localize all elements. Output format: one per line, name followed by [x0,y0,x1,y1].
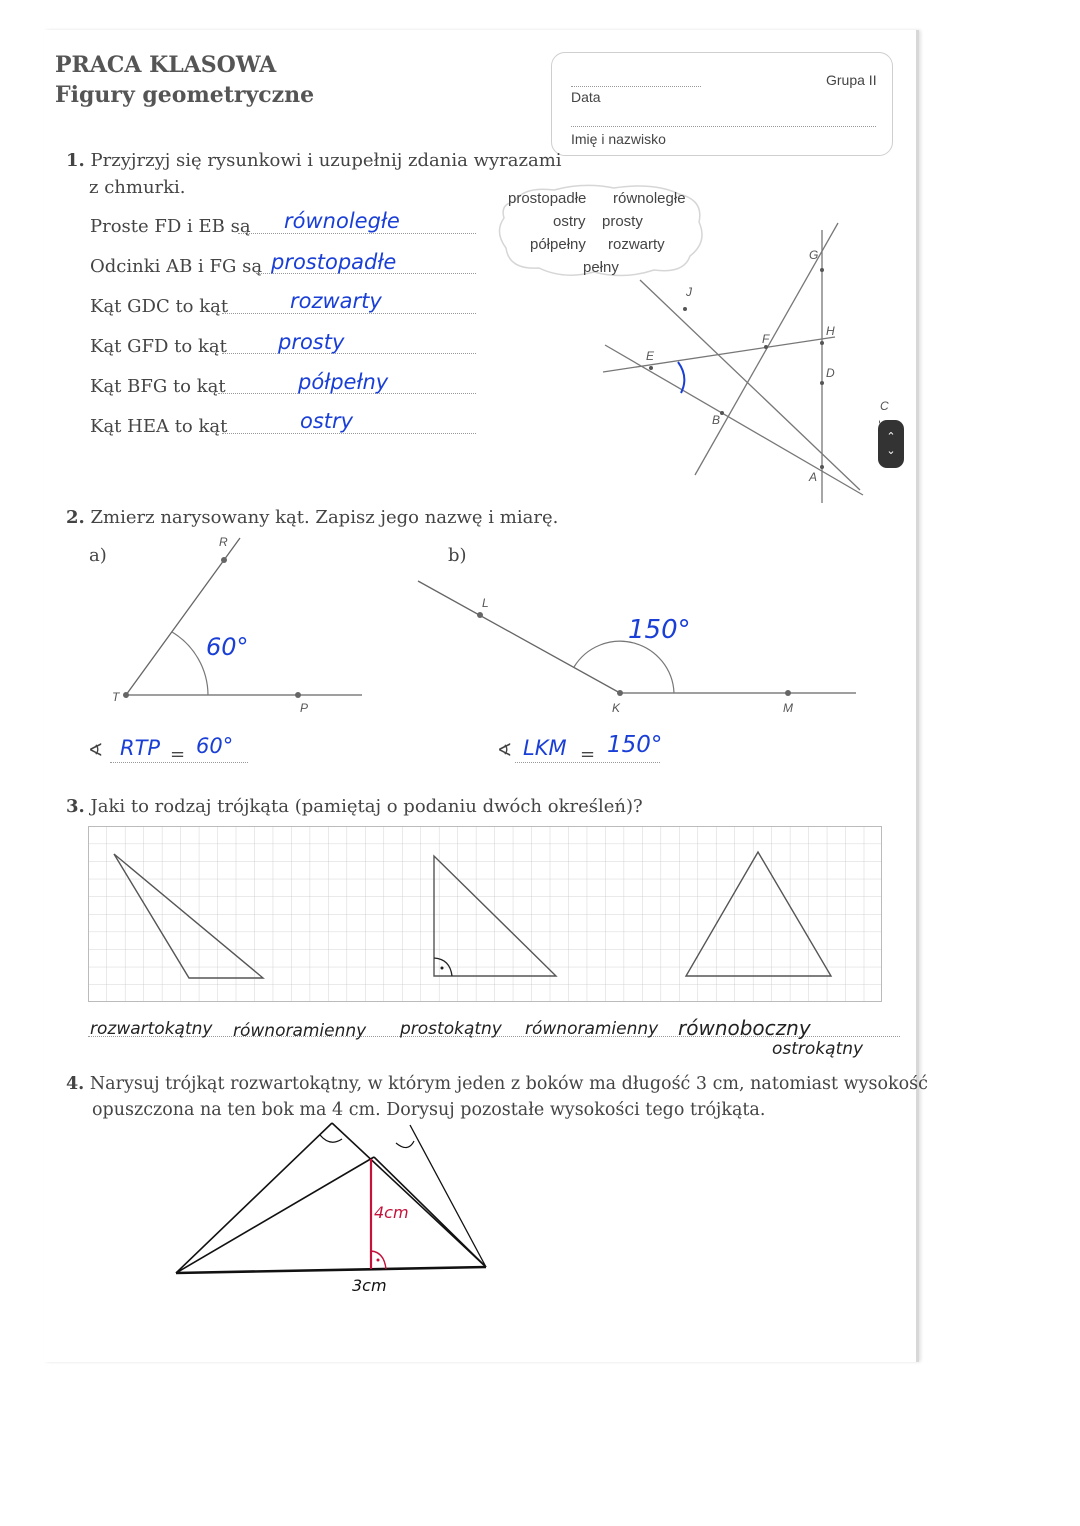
q4-instruction-2: opuszczona na ten bok ma 4 cm. Dorysuj pozostałe wysokości tego trójkąta. [92,1100,766,1120]
q4-height-label: 4cm [374,1203,409,1222]
cloud-word-straight: półpełny [530,236,586,253]
point-r [221,557,227,563]
point-h [820,341,824,345]
q3-answer-1a: rozwartokątny [90,1019,213,1039]
q1-row-3-label: Kąt GDC to kąt [90,296,229,317]
label-l: L [482,596,489,610]
cloud-word-parallel: równoległe [613,190,686,207]
q1-row-5-label: Kąt BFG to kąt [90,376,226,397]
q2-text [66,505,558,531]
q1-number: 1. [66,150,85,171]
cloud-word-right: prosty [602,213,643,230]
name-label: Imię i nazwisko [571,131,666,147]
q2b-label: b) [448,545,467,566]
q3-answer-2a: prostokątny [400,1019,502,1039]
label-g: G [809,248,819,262]
date-label: Data [571,89,601,105]
page-subtitle: Figury geometryczne [55,82,315,108]
altitude-extension [410,1125,486,1267]
scroll-down-icon[interactable]: ⌄ [886,444,896,457]
q1-text-line1 [66,148,562,174]
q3-answer-1b: równoramienny [233,1021,367,1041]
q1-row-4-label: Kąt GFD to kąt [90,336,227,357]
q2a-answer-line [110,762,248,763]
label-m: M [783,701,793,715]
label-e: E [646,349,655,363]
label-d: D [826,366,835,380]
q2a-equals: = [170,744,186,765]
q2a-angle-name: RTP [120,736,161,760]
q3-instruction: Jaki to rodzaj trójkąta (pamiętaj o podaniu dwóch określeń)? [90,796,643,817]
line-ea [605,345,863,495]
q1-row-6-line [222,433,476,434]
group-label: Grupa II [826,72,877,88]
name-line [571,126,876,127]
date-line [571,86,701,87]
label-j: J [686,285,692,299]
label-r: R [219,535,228,549]
q1-row-6-label: Kąt HEA to kąt [90,416,228,437]
point-g [820,268,824,272]
left-side [176,1123,332,1273]
cloud-word-full: pełny [583,259,619,276]
label-t: T [112,690,120,704]
q3-text [66,794,643,820]
label-h: H [826,324,835,338]
base-side [176,1267,486,1273]
point-m [785,690,791,696]
q1-row-3-line [222,313,476,314]
q3-number: 3. [66,796,85,817]
point-b [720,411,724,415]
q4-triangle-drawing [170,1115,500,1285]
q1-row-4-line [222,353,476,354]
line-eh [603,337,835,372]
page-title: PRACA KLASOWA [55,52,277,78]
q1-row-2-answer: prostopadłe [271,250,397,274]
q1-row-3-answer: rozwarty [290,289,382,313]
q2b-angle-symbol: ∢ [497,740,513,761]
q2-number: 2. [66,507,85,528]
q1-row-1-answer: równoległe [284,209,400,233]
label-c: C [880,399,889,413]
q1-row-4-answer: prosty [278,330,345,354]
point-l [477,612,483,618]
cloud-word-obtuse: rozwarty [608,236,665,253]
point-a [820,465,824,469]
q2a-arc-value: 60° [206,633,249,661]
q2b-angle-name: LKM [523,736,567,760]
q1-row-5-answer: półpełny [298,370,389,394]
q1-row-2-label: Odcinki AB i FG są [90,256,263,277]
q2b-measure: 150° [607,732,663,758]
q2b-equals: = [580,744,596,765]
q1-lines-figure [595,215,880,510]
q3-answer-3b: ostrokątny [772,1039,864,1059]
q1-row-1-line [238,233,476,234]
label-b: B [712,413,721,427]
point-d [820,381,824,385]
cloud-word-perpendicular: prostopadłe [508,190,587,207]
label-a: A [809,470,818,484]
point-t [123,692,129,698]
q3-grid-figure [88,826,882,1002]
label-f: F [762,332,770,346]
point-e [649,366,653,370]
altitude-from-a [176,1157,374,1273]
scroll-up-icon[interactable]: ⌃ [886,430,896,443]
point-k [617,690,623,696]
q2a-angle-symbol: ∢ [88,740,104,761]
q1-row-6-answer: ostry [300,409,354,433]
point-p [295,692,301,698]
q2b-arc [574,641,674,693]
q2-instruction: Zmierz narysowany kąt. Zapisz jego nazwę i miarę. [90,507,559,528]
point-j [683,307,687,311]
q2a-label: a) [89,545,107,566]
q4-base-label: 3cm [352,1276,387,1295]
label-p: P [300,701,309,715]
q2b-answer-line [515,762,660,763]
label-k: K [612,701,621,715]
q2a-arc [172,632,208,695]
q2b-arc-value: 150° [628,615,691,645]
scroll-control[interactable] [878,420,904,468]
q1-text-line2: z chmurki. [89,177,186,198]
q4-text-line1 [66,1071,928,1097]
q3-answer-2b: równoramienny [525,1019,659,1039]
q1-row-1-label: Proste FD i EB są [90,216,251,237]
q3-answer-3a: równoboczny [678,1016,811,1040]
q2a-angle-figure [100,530,370,710]
q2a-measure: 60° [196,734,234,758]
q1-instruction: Przyjrzyj się rysunkowi i uzupełnij zdania wyrazami [90,150,562,171]
q4-instruction-1: Narysuj trójkąt rozwartokątny, w którym jeden z boków ma długość 3 cm, natomiast wysokość [89,1074,928,1094]
q4-number: 4. [66,1074,85,1094]
cloud-word-acute: ostry [553,213,586,230]
